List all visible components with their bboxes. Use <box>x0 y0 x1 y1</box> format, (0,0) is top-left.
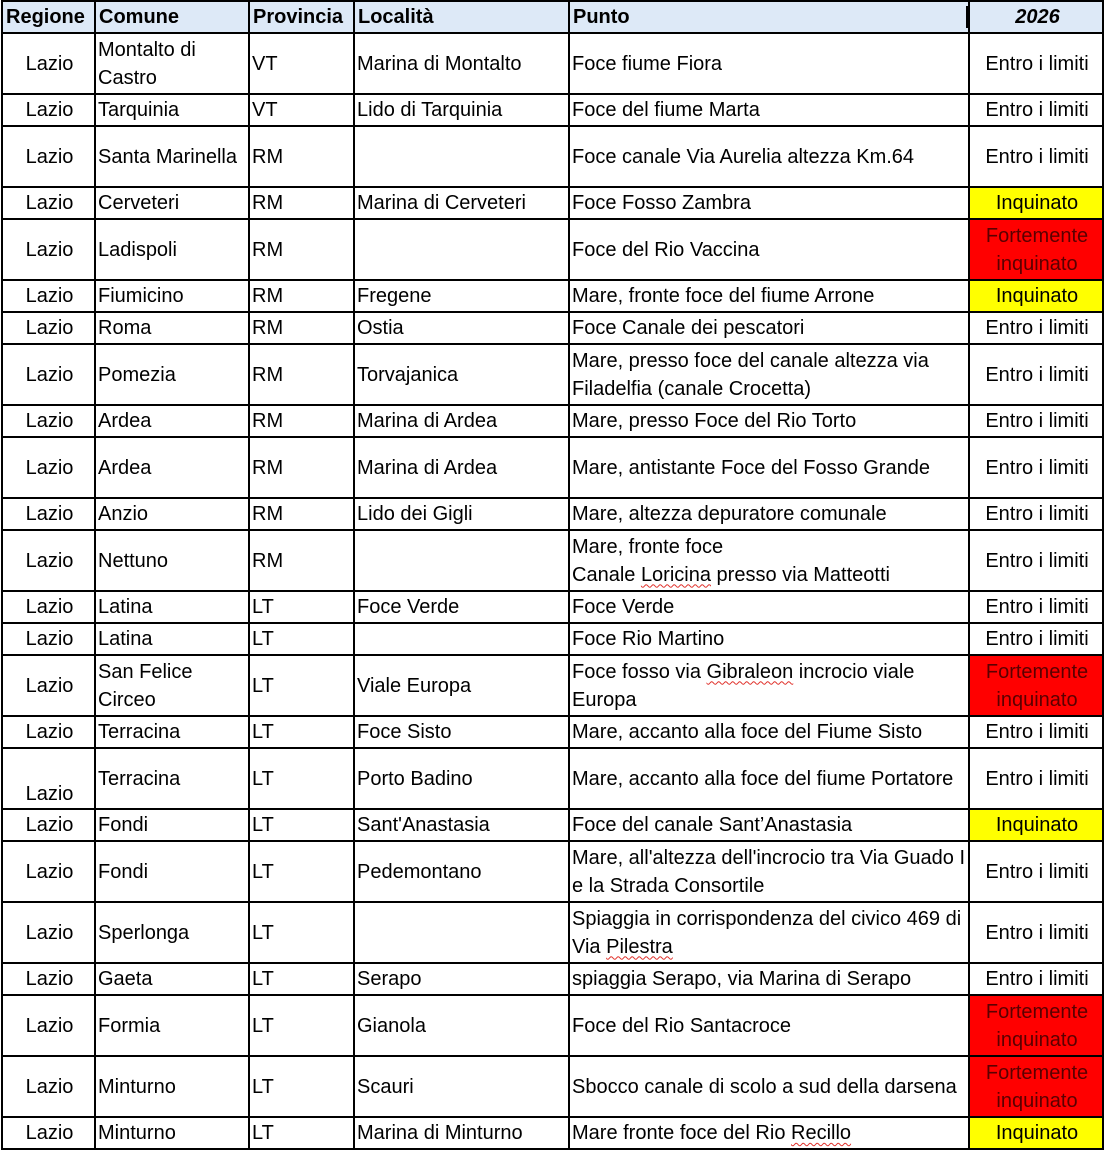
cell-localita <box>354 902 569 963</box>
cell-stato-fortemente-inquinato: Fortemente inquinato <box>969 219 1103 280</box>
cell-stato: Entro i limiti <box>969 963 1103 995</box>
table-row <box>2 655 1103 716</box>
cell-regione: Lazio <box>2 405 95 437</box>
cell-localita: Marina di Ardea <box>354 437 569 498</box>
cell-regione: Lazio <box>2 437 95 498</box>
header-localita: Località <box>354 1 569 33</box>
cell-regione: Lazio <box>2 344 95 405</box>
cell-regione: Lazio <box>2 655 95 716</box>
cell-stato: Entro i limiti <box>969 437 1103 498</box>
cell-localita: Marina di Minturno <box>354 1117 569 1149</box>
cell-regione: Lazio <box>2 126 95 187</box>
punto-part: Canale <box>572 563 641 586</box>
cell-punto: Foce fiume Fiora <box>569 33 969 94</box>
cell-punto: Sbocco canale di scolo a sud della darsena <box>569 1056 969 1117</box>
cell-localita: Gianola <box>354 995 569 1056</box>
cell-regione: Lazio <box>2 716 95 748</box>
cell-stato-fortemente-inquinato: Fortemente inquinato <box>969 1056 1103 1117</box>
cell-localita <box>354 219 569 280</box>
cell-localita: Lido di Tarquinia <box>354 94 569 126</box>
cell-stato-fortemente-inquinato: Fortemente inquinato <box>969 655 1103 716</box>
cell-localita: Marina di Montalto <box>354 33 569 94</box>
cell-localita: Fregene <box>354 280 569 312</box>
table-row <box>2 344 1103 405</box>
cell-provincia: LT <box>249 902 354 963</box>
cell-punto: Foce Canale dei pescatori <box>569 312 969 344</box>
spellcheck-word: Recillo <box>791 1122 852 1144</box>
header-punto <box>569 1 969 33</box>
cell-provincia: VT <box>249 33 354 94</box>
punto-line-1: Mare, fronte foce <box>572 535 724 558</box>
cell-regione: Lazio <box>2 94 95 126</box>
table-row <box>2 1056 1103 1117</box>
cell-comune: Nettuno <box>95 530 249 591</box>
cell-localita: Pedemontano <box>354 841 569 902</box>
cell-localita: Porto Badino <box>354 748 569 809</box>
cell-localita: Marina di Cerveteri <box>354 187 569 219</box>
cell-stato: Entro i limiti <box>969 126 1103 187</box>
cell-comune: Tarquinia <box>95 94 249 126</box>
cell-localita: Ostia <box>354 312 569 344</box>
cell-comune: Fondi <box>95 841 249 902</box>
cell-provincia: LT <box>249 1056 354 1117</box>
cell-punto: Foce del Rio Vaccina <box>569 219 969 280</box>
header-regione: Regione <box>2 1 95 33</box>
cell-comune: Ardea <box>95 437 249 498</box>
table-row <box>2 748 1103 809</box>
table-row <box>2 94 1103 126</box>
cell-provincia: RM <box>249 405 354 437</box>
spellcheck-word: Loricina <box>640 563 711 586</box>
punto-part: presso via Matteotti <box>710 563 890 586</box>
punto-part: Spiaggia in corrispondenza del civico 469 di Via <box>572 907 962 958</box>
cell-comune: Minturno <box>95 1056 249 1117</box>
table-row <box>2 405 1103 437</box>
cell-stato: Entro i limiti <box>969 716 1103 748</box>
table-row <box>2 716 1103 748</box>
cell-comune: Fiumicino <box>95 280 249 312</box>
cell-stato-inquinato: Inquinato <box>969 187 1103 219</box>
cell-regione: Lazio <box>2 530 95 591</box>
cell-comune: Montalto di Castro <box>95 33 249 94</box>
cell-comune: Latina <box>95 623 249 655</box>
cell-regione: Lazio <box>2 591 95 623</box>
cell-regione: Lazio <box>2 187 95 219</box>
cell-stato-inquinato: Inquinato <box>969 280 1103 312</box>
cell-punto: Foce Fosso Zambra <box>569 187 969 219</box>
table-row <box>2 591 1103 623</box>
cell-comune: Sperlonga <box>95 902 249 963</box>
cell-comune: Ladispoli <box>95 219 249 280</box>
cell-punto: Foce Verde <box>569 591 969 623</box>
text-cursor <box>966 6 968 28</box>
header-comune: Comune <box>95 1 249 33</box>
header-provincia: Provincia <box>249 1 354 33</box>
cell-localita: Foce Sisto <box>354 716 569 748</box>
cell-punto: Mare, presso Foce del Rio Torto <box>569 405 969 437</box>
cell-comune: Terracina <box>95 716 249 748</box>
cell-provincia: LT <box>249 716 354 748</box>
cell-provincia: LT <box>249 748 354 809</box>
cell-regione: Lazio <box>2 623 95 655</box>
cell-localita: Sant'Anastasia <box>354 809 569 841</box>
cell-comune: Santa Marinella <box>95 126 249 187</box>
table-row <box>2 902 1103 963</box>
table-row <box>2 963 1103 995</box>
punto-part: incrocio viale Europa <box>572 660 915 711</box>
table-row <box>2 437 1103 498</box>
table-row <box>2 498 1103 530</box>
cell-provincia: LT <box>249 995 354 1056</box>
cell-punto: Foce Rio Martino <box>569 623 969 655</box>
cell-punto: Mare, fronte foce del fiume Arrone <box>569 280 969 312</box>
table-row <box>2 126 1103 187</box>
cell-stato: Entro i limiti <box>969 623 1103 655</box>
table-row <box>2 530 1103 591</box>
cell-stato: Entro i limiti <box>969 530 1103 591</box>
cell-stato: Entro i limiti <box>969 591 1103 623</box>
table-row <box>2 187 1103 219</box>
cell-stato: Entro i limiti <box>969 312 1103 344</box>
cell-punto: Mare, altezza depuratore comunale <box>569 498 969 530</box>
table-row <box>2 1117 1103 1149</box>
cell-punto: Foce del canale Sant’Anastasia <box>569 809 969 841</box>
cell-stato: Entro i limiti <box>969 902 1103 963</box>
header-punto-label: Punto <box>573 6 630 28</box>
cell-provincia: LT <box>249 809 354 841</box>
cell-localita: Serapo <box>354 963 569 995</box>
table-row <box>2 841 1103 902</box>
cell-localita: Foce Verde <box>354 591 569 623</box>
cell-stato: Entro i limiti <box>969 748 1103 809</box>
cell-comune: Fondi <box>95 809 249 841</box>
cell-regione: Lazio <box>2 498 95 530</box>
punto-part: Foce fosso via <box>572 660 707 683</box>
spellcheck-word: Gibraleon <box>706 660 794 683</box>
cell-comune: Cerveteri <box>95 187 249 219</box>
cell-punto: Mare, accanto alla foce del fiume Portatore <box>569 748 969 809</box>
cell-provincia: RM <box>249 219 354 280</box>
cell-localita: Viale Europa <box>354 655 569 716</box>
cell-regione: Lazio <box>2 312 95 344</box>
cell-provincia: LT <box>249 591 354 623</box>
cell-localita: Scauri <box>354 1056 569 1117</box>
cell-regione: Lazio <box>2 219 95 280</box>
cell-provincia: RM <box>249 530 354 591</box>
cell-punto: Mare, all'altezza dell'incrocio tra Via Guado I e la Strada Consortile <box>569 841 969 902</box>
cell-provincia: RM <box>249 280 354 312</box>
cell-stato: Entro i limiti <box>969 841 1103 902</box>
cell-comune: Terracina <box>95 748 249 809</box>
cell-comune: Ardea <box>95 405 249 437</box>
cell-provincia: RM <box>249 126 354 187</box>
cell-stato: Entro i limiti <box>969 344 1103 405</box>
cell-punto: Mare, presso foce del canale altezza via Filadelfia (canale Crocetta) <box>569 344 969 405</box>
cell-regione: Lazio <box>2 841 95 902</box>
header-row <box>2 1 1103 33</box>
cell-comune: Formia <box>95 995 249 1056</box>
table-row <box>2 995 1103 1056</box>
punto-part: Mare fronte foce del Rio <box>572 1122 791 1144</box>
table-row <box>2 623 1103 655</box>
cell-regione: Lazio <box>2 902 95 963</box>
header-year: 2026 <box>969 1 1103 33</box>
cell-comune: Anzio <box>95 498 249 530</box>
cell-stato: Entro i limiti <box>969 33 1103 94</box>
cell-provincia: LT <box>249 963 354 995</box>
table-row <box>2 809 1103 841</box>
cell-stato-inquinato: Inquinato <box>969 1117 1103 1149</box>
cell-provincia: RM <box>249 498 354 530</box>
cell-stato-inquinato: Inquinato <box>969 809 1103 841</box>
cell-stato-fortemente-inquinato: Fortemente inquinato <box>969 995 1103 1056</box>
cell-regione: Lazio <box>2 1117 95 1149</box>
cell-regione: Lazio <box>2 1056 95 1117</box>
spellcheck-word: Pilestra <box>606 935 673 958</box>
cell-provincia: RM <box>249 312 354 344</box>
cell-punto <box>569 1117 969 1149</box>
cell-regione: Lazio <box>2 963 95 995</box>
cell-stato: Entro i limiti <box>969 498 1103 530</box>
cell-punto <box>569 655 969 716</box>
cell-regione: Lazio <box>2 33 95 94</box>
cell-comune: Minturno <box>95 1117 249 1149</box>
cell-comune: Roma <box>95 312 249 344</box>
cell-localita: Marina di Ardea <box>354 405 569 437</box>
cell-provincia: LT <box>249 655 354 716</box>
cell-localita <box>354 530 569 591</box>
cell-punto: Mare, antistante Foce del Fosso Grande <box>569 437 969 498</box>
cell-punto: Foce canale Via Aurelia altezza Km.64 <box>569 126 969 187</box>
table-row <box>2 312 1103 344</box>
cell-punto: spiaggia Serapo, via Marina di Serapo <box>569 963 969 995</box>
cell-comune: Gaeta <box>95 963 249 995</box>
cell-punto: Mare, accanto alla foce del Fiume Sisto <box>569 716 969 748</box>
table-row <box>2 219 1103 280</box>
cell-regione: Lazio <box>2 280 95 312</box>
cell-provincia: LT <box>249 1117 354 1149</box>
cell-comune: Pomezia <box>95 344 249 405</box>
cell-localita: Torvajanica <box>354 344 569 405</box>
cell-punto: Foce del fiume Marta <box>569 94 969 126</box>
cell-punto: Foce del Rio Santacroce <box>569 995 969 1056</box>
cell-comune: Latina <box>95 591 249 623</box>
cell-provincia: RM <box>249 187 354 219</box>
cell-regione: Lazio <box>2 995 95 1056</box>
table-row <box>2 33 1103 94</box>
table-row <box>2 280 1103 312</box>
cell-localita: Lido dei Gigli <box>354 498 569 530</box>
cell-localita <box>354 126 569 187</box>
cell-provincia: RM <box>249 437 354 498</box>
cell-provincia: LT <box>249 841 354 902</box>
cell-provincia: VT <box>249 94 354 126</box>
cell-stato: Entro i limiti <box>969 405 1103 437</box>
cell-regione: Lazio <box>2 748 95 809</box>
water-quality-table <box>1 0 1104 1150</box>
cell-provincia: RM <box>249 344 354 405</box>
cell-comune: San Felice Circeo <box>95 655 249 716</box>
cell-regione: Lazio <box>2 809 95 841</box>
cell-provincia: LT <box>249 623 354 655</box>
cell-stato: Entro i limiti <box>969 94 1103 126</box>
cell-localita <box>354 623 569 655</box>
cell-punto <box>569 902 969 963</box>
cell-punto <box>569 530 969 591</box>
